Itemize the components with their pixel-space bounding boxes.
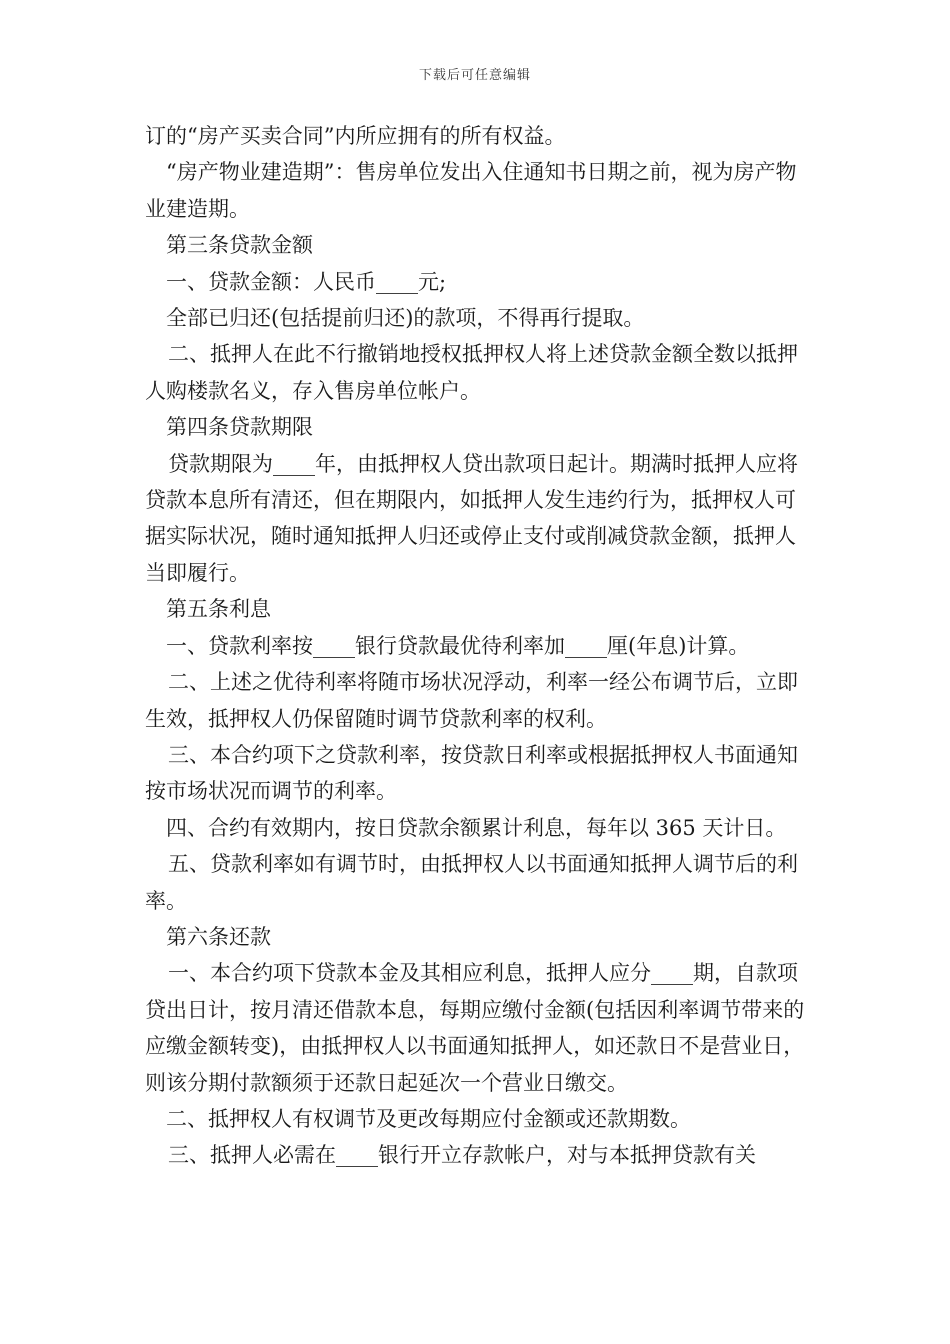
paragraph: 三、本合约项下之贷款利率，按贷款日利率或根据抵押权人书面通知按市场状况而调节的利率。	[145, 742, 798, 804]
paragraph: 一、本合约项下贷款本金及其相应利息，抵押人应分____期，自款项贷出日计，按月清还借款本息，每期应缴付金额(包括因利率调节带来的应缴金额转变)，由抵押权人以书面通知抵押人，如还款日不是营业日，则该分期付款额须于还款日起延次一个营业日缴交。	[145, 961, 805, 1095]
paragraph: 贷款期限为____年，由抵押权人贷出款项日起计。期满时抵押人应将贷款本息所有清还，但在期限内，如抵押人发生违约行为，抵押权人可据实际状况，随时通知抵押人归还或停止支付或削减贷款金额，抵押人当即履行。	[145, 451, 798, 585]
paragraph: 一、贷款金额：人民币____元;	[166, 269, 447, 294]
paragraph: 二、上述之优待利率将随市场状况浮动，利率一经公布调节后，立即生效，抵押权人仍保留随时调节贷款利率的权利。	[145, 670, 798, 731]
paragraph: 第三条贷款金额	[166, 233, 313, 258]
paragraph: 第六条还款	[166, 924, 271, 949]
document-body	[145, 118, 813, 1174]
paragraph: 二、抵押人在此不行撤销地授权抵押权人将上述贷款金额全数以抵押人购楼款名义，存入售房单位帐户。	[145, 342, 798, 403]
paragraph: “房产物业建造期”：售房单位发出入住通知书日期之前，视为房产物业建造期。	[145, 160, 797, 221]
paragraph: 三、抵押人必需在____银行开立存款帐户，对与本抵押贷款有关	[168, 1143, 756, 1168]
paragraph: 二、抵押权人有权调节及更改每期应付金额或还款期数。	[166, 1106, 691, 1131]
paragraph: 全部已归还(包括提前归还)的款项，不得再行提取。	[166, 306, 645, 331]
paragraph: 四、合约有效期内，按日贷款余额累计利息，每年以 365 天计日。	[166, 815, 787, 840]
paragraph: 第五条利息	[166, 597, 271, 622]
paragraph: 第四条贷款期限	[166, 415, 313, 440]
page-header: 下载后可任意编辑	[418, 68, 531, 83]
paragraph: 一、贷款利率按____银行贷款最优待利率加____厘(年息)计算。	[166, 633, 750, 658]
paragraph: 五、贷款利率如有调节时，由抵押权人以书面通知抵押人调节后的利率。	[145, 852, 798, 913]
paragraph: 订的“房产买卖合同”内所应拥有的所有权益。	[145, 124, 566, 148]
